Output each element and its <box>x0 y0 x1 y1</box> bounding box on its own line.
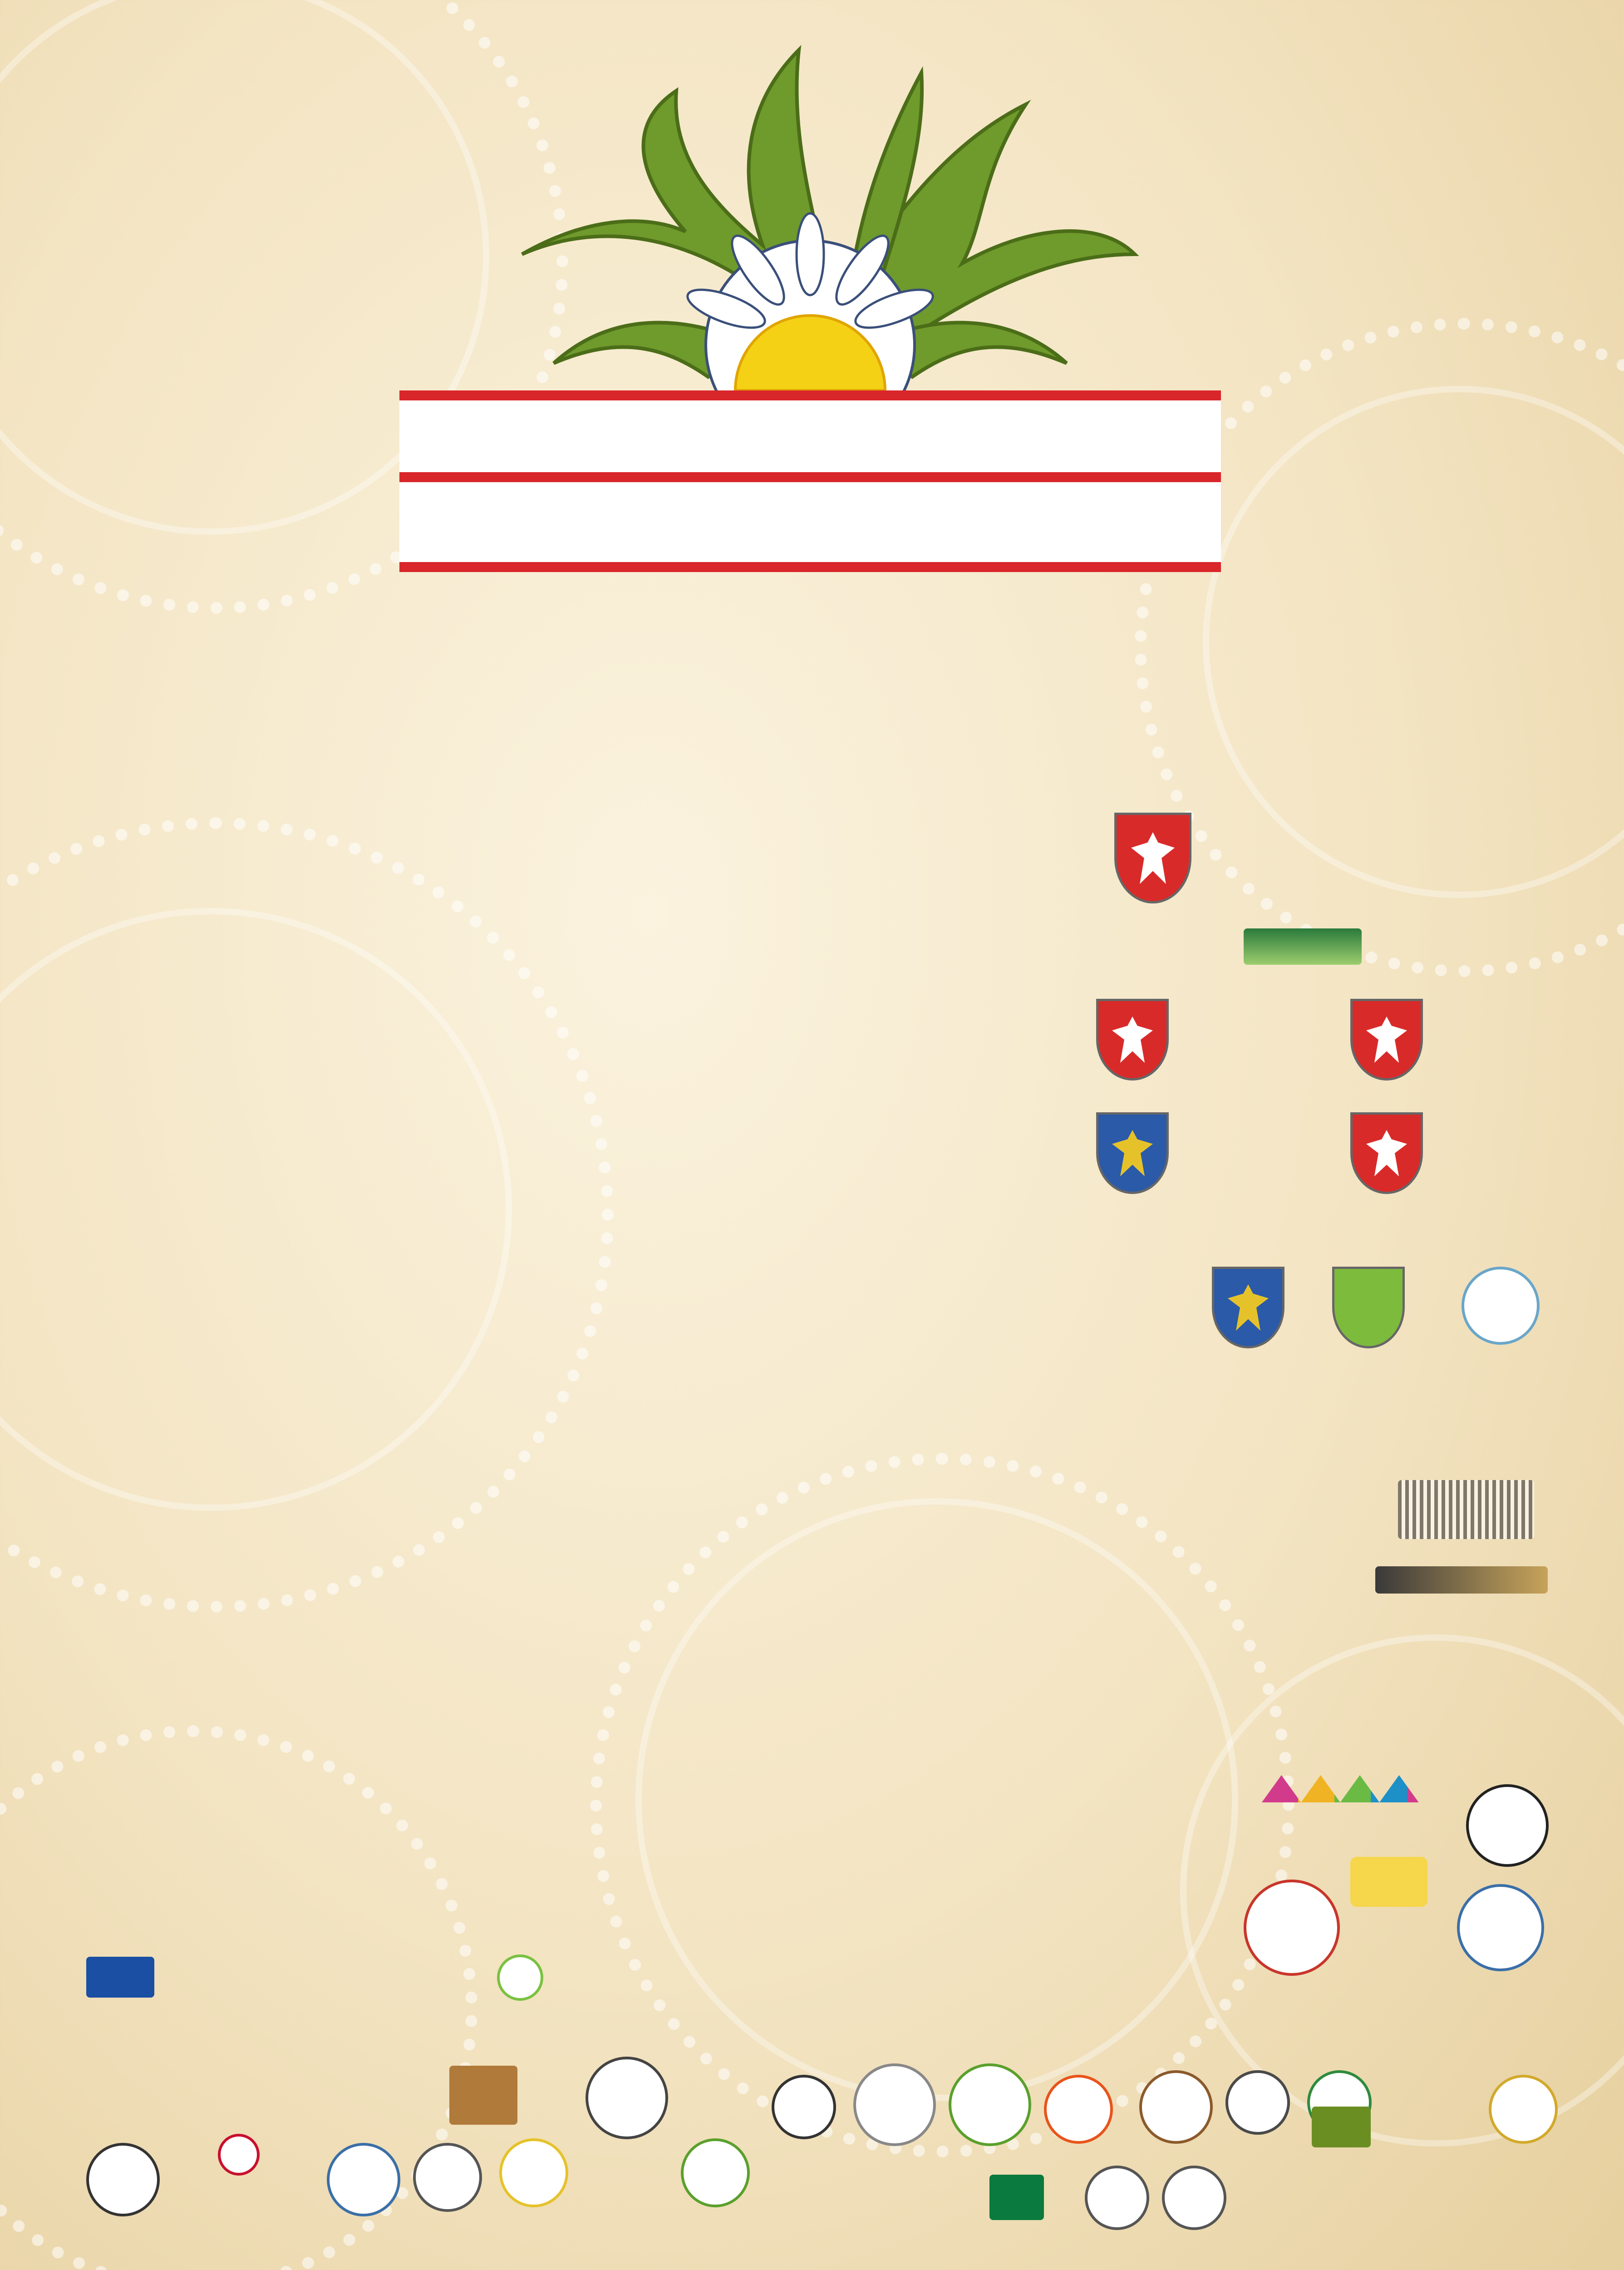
partner-logo <box>1085 2166 1149 2230</box>
podkarpacie-emblem-icon <box>1350 1112 1423 1194</box>
poland-emblem-icon <box>1114 813 1191 903</box>
zwiazek-podhalan-zywiec-logo <box>1244 1880 1340 1976</box>
tvp-logo <box>86 1957 154 1998</box>
partner-logo <box>772 2075 836 2139</box>
pzko-logo <box>1350 1857 1427 1907</box>
carpathian-convention-logo <box>1244 928 1362 965</box>
partner-logo <box>327 2143 400 2216</box>
partner-logo <box>86 2143 160 2216</box>
malopolska-emblem-icon <box>1350 999 1423 1081</box>
partner-na-grapie <box>1312 2107 1371 2147</box>
partner-logo <box>681 2138 750 2207</box>
partner-logo <box>1044 2075 1113 2144</box>
partner-logo <box>1225 2070 1290 2135</box>
fundacja-logo <box>1398 1480 1534 1539</box>
radio-circle-logo <box>497 1954 543 2001</box>
gok-logo <box>1375 1566 1548 1594</box>
poland-emblem-icon <box>1096 999 1169 1081</box>
partner-emblem-logo <box>1457 1884 1544 1971</box>
partner-logo <box>1139 2070 1213 2144</box>
partner-logo <box>499 2138 568 2207</box>
powiat-cieszynski-emblem-icon <box>1212 1267 1284 1348</box>
thistle-logo <box>390 18 1230 581</box>
partner-logo <box>989 2175 1044 2220</box>
partner-logo <box>218 2134 260 2176</box>
partner-logo <box>949 2063 1031 2146</box>
silesia-emblem-icon <box>1096 1112 1169 1194</box>
partner-logo <box>449 2066 517 2125</box>
partner-logo <box>1162 2166 1226 2230</box>
zwiazek-podhalan-logo <box>1462 1267 1540 1345</box>
schedule <box>68 835 1135 854</box>
partner-lace-logo <box>586 2057 668 2139</box>
partner-logo <box>413 2143 482 2212</box>
partner-logo <box>1489 2075 1558 2144</box>
partner-logo <box>853 2063 936 2146</box>
zwiazek-podhalan-slask-logo <box>1466 1784 1549 1867</box>
gmina-istebna-emblem-icon <box>1332 1267 1405 1348</box>
